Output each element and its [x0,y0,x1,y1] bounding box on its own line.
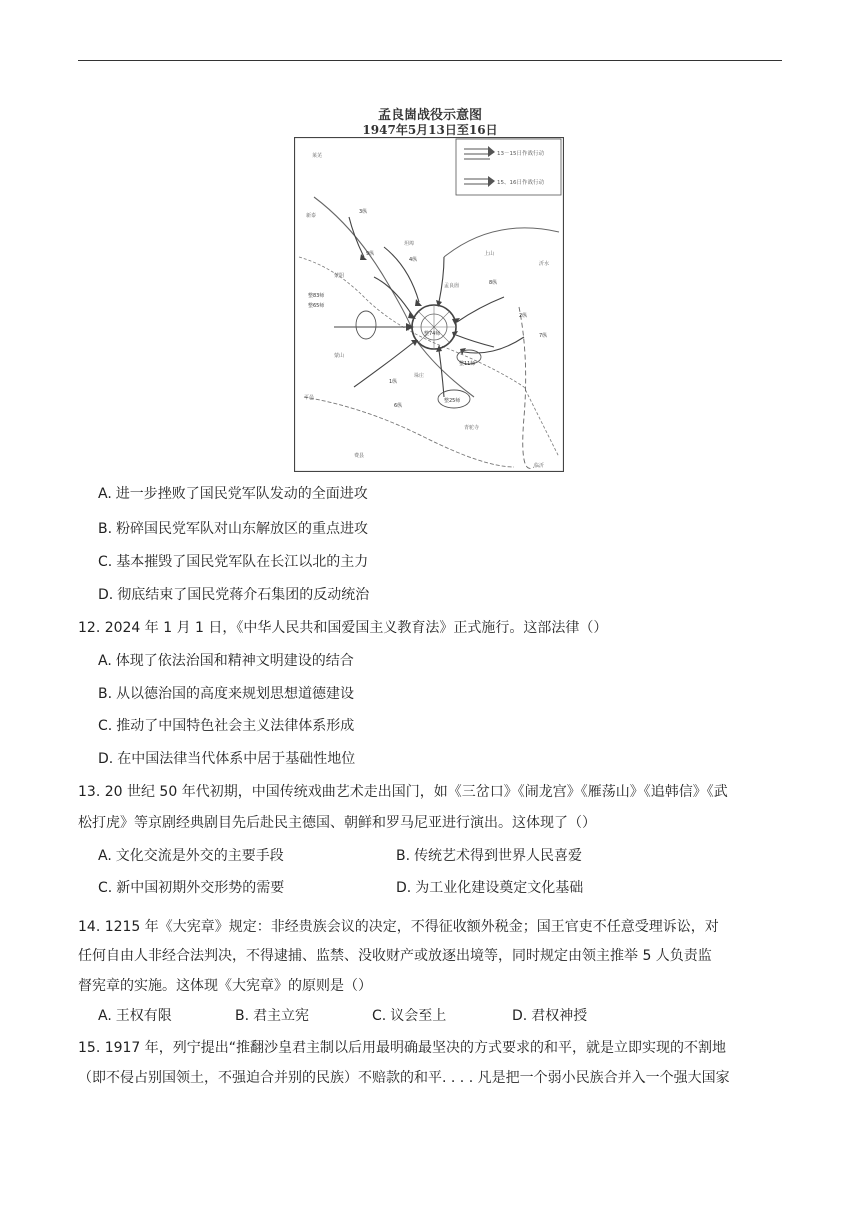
map-legend [456,139,561,195]
q11-option-d: D. 彻底结束了国民党蒋介石集团的反动统治 [98,587,370,603]
legend-label-2: 15、16日作战行动 [497,180,544,186]
q13-option-c: C. 新中国初期外交形势的需要 [98,880,285,896]
map-title: 孟良崮战役示意图 [377,108,482,123]
unit-zheng65: 整65师 [308,303,325,309]
place-shangshan: 上山 [484,251,495,257]
q13-option-b: B. 传统艺术得到世界人民喜爱 [396,848,583,864]
legend-label-1: 13－15日作战行动 [497,151,544,157]
unit-9zong: 9纵 [366,251,375,257]
q13-option-a: A. 文化交流是外交的主要手段 [98,848,284,864]
battle-map [294,137,564,472]
unit-7zong: 7纵 [539,333,548,339]
q11-option-b: B. 粉碎国民党军队对山东解放区的重点进攻 [98,521,369,537]
q12-option-b: B. 从以德治国的高度来规划思想道德建设 [98,686,355,702]
q14-stem-line1: 14. 1215 年《大宪章》规定：非经贵族会议的决定，不得征收额外税金；国王官吏不任意受理诉讼，对 [78,919,719,935]
place-yishui: 沂水 [539,261,550,267]
unit-zheng11: 整11师 [459,361,476,367]
unit-6zong: 6纵 [394,403,403,409]
q14-stem-line3: 督宪章的实施。这体现《大宪章》的原则是（） [78,978,372,994]
place-mengyin: 蒙阴 [334,273,345,279]
q14-stem-line2: 任何自由人非经合法判决，不得逮捕、监禁、没收财产或放逐出境等，同时规定由领主推举 5 人负责监 [78,948,712,964]
place-linyi: 临沂 [534,463,545,469]
unit-zheng74: 整74师 [424,331,441,337]
place-tanbu: 坦埠 [404,241,415,247]
map-date: 1947年5月13日至16日 [362,123,498,137]
q13-stem-line1: 13. 20 世纪 50 年代初期，中国传统戏曲艺术走出国门，如《三岔口》《闹龙宫》《雁荡山》《追韩信》《武 [78,784,728,800]
place-xintai: 新泰 [306,213,317,219]
unit-zheng83: 整83师 [308,293,325,299]
q14-option-a: A. 王权有限 [98,1008,172,1024]
q12-option-c: C. 推动了中国特色社会主义法律体系形成 [98,718,355,734]
unit-3zong: 3纵 [359,209,368,215]
place-qingtuosi: 青驼寺 [464,425,480,431]
place-duozhuang: 垛庄 [414,373,425,379]
place-laiwu: 莱芜 [312,153,323,159]
place-menglianggu: 孟良崮 [444,283,460,289]
q15-stem-line2: （即不侵占别国领土，不强迫合并别的民族）不赔款的和平. . . . 凡是把一个弱小民族合并入一个强大国家 [78,1070,730,1086]
unit-4zong: 4纵 [409,257,418,263]
q14-option-b: B. 君主立宪 [235,1008,310,1024]
unit-8zong: 8纵 [489,280,498,286]
header-rule [78,60,782,61]
unit-zheng25: 整25师 [444,398,461,404]
q15-stem-line1: 15. 1917 年，列宁提出“推翻沙皇君主制以后用最明确最坚决的方式要求的和平，就是立即实现的不割地 [78,1040,727,1056]
q11-option-a: A. 进一步挫败了国民党军队发动的全面进攻 [98,486,368,502]
q12-option-d: D. 在中国法律当代体系中居于基础性地位 [98,751,356,767]
unit-1zong: 1纵 [389,379,398,385]
place-feixian: 费县 [354,453,365,459]
encirclement-ring [412,305,456,349]
q11-option-c: C. 基本摧毁了国民党军队在长江以北的主力 [98,554,369,570]
q12-stem: 12. 2024 年 1 月 1 日，《中华人民共和国爱国主义教育法》正式施行。这部法律（） [78,620,608,636]
q13-stem-line2: 松打虎》等京剧经典剧目先后赴民主德国、朝鲜和罗马尼亚进行演出。这体现了（） [78,815,596,831]
q12-option-a: A. 体现了依法治国和精神文明建设的结合 [98,653,354,669]
q14-option-d: D. 君权神授 [512,1008,588,1024]
place-pingyi: 平邑 [304,395,315,401]
place-mengshan: 蒙山 [334,353,345,359]
unit-2zong: 2纵 [519,313,528,319]
q14-option-c: C. 议会至上 [372,1008,447,1024]
q13-option-d: D. 为工业化建设奠定文化基础 [396,880,584,896]
